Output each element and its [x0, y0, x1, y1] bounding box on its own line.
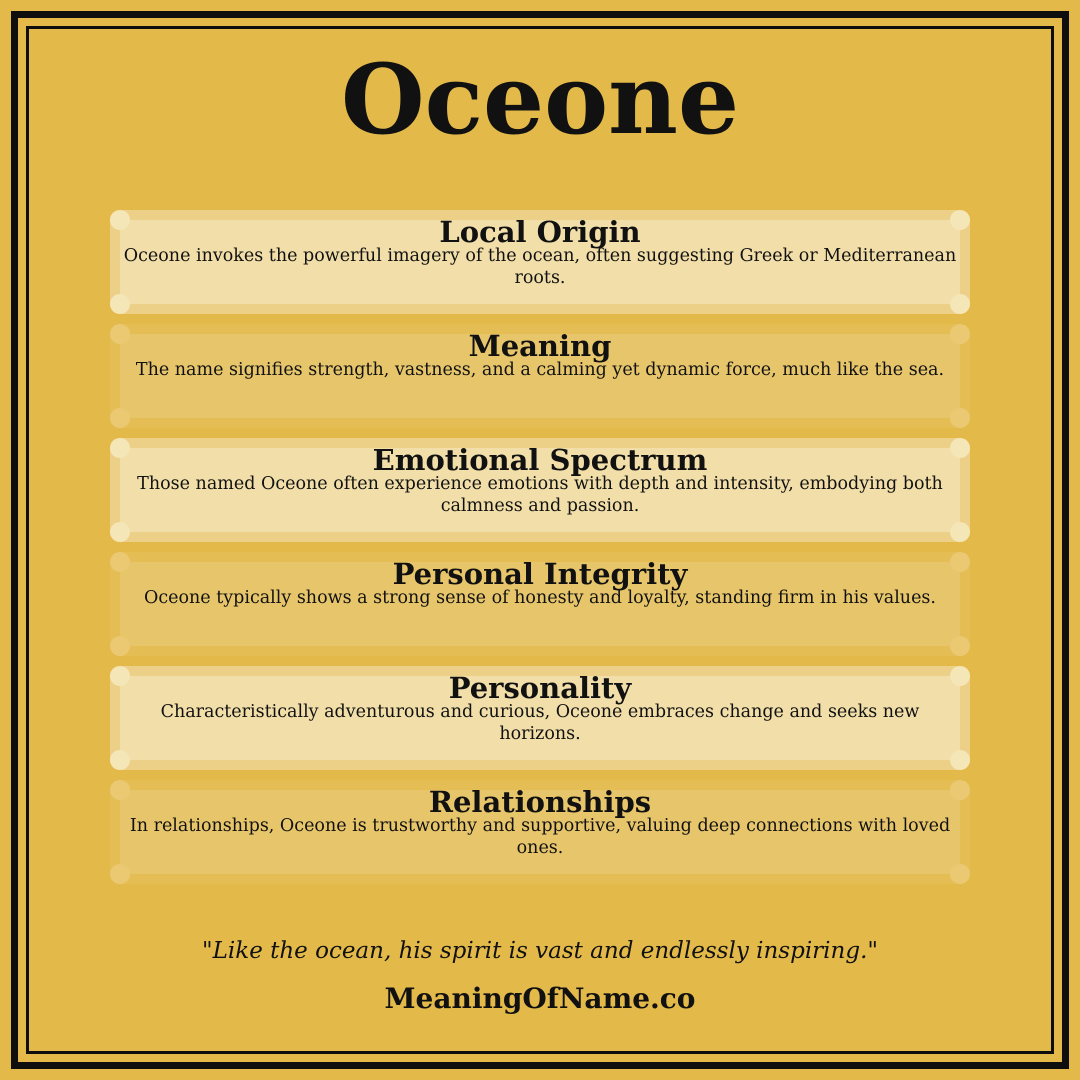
section-text: Those named Oceone often experience emotions with depth and intensity, embodying both calmness and passion. [137, 474, 943, 516]
section-card-personality [110, 666, 970, 770]
section-heading: Personality [448, 671, 632, 705]
site-name: MeaningOfName.co [384, 982, 696, 1015]
corner-dot [950, 522, 970, 542]
section-text: Characteristically adventurous and curious, Oceone embraces change and seeks new horizons. [160, 702, 920, 744]
section-heading: Personal Integrity [392, 557, 688, 591]
section-text: In relationships, Oceone is trustworthy and supportive, valuing deep connections with loved ones. [129, 816, 951, 858]
corner-dot [950, 408, 970, 428]
corner-dot [950, 864, 970, 884]
corner-dot [110, 522, 130, 542]
section-text: Oceone invokes the powerful imagery of the ocean, often suggesting Greek or Mediterranean roots. [123, 246, 957, 288]
section-card-local-origin [110, 210, 970, 314]
sections-list [110, 210, 970, 894]
section-heading: Local Origin [439, 215, 641, 249]
section-heading: Relationships [428, 785, 652, 819]
section-card-personal-integrity [110, 552, 970, 656]
corner-dot [110, 750, 130, 770]
section-card-emotional-spectrum [110, 438, 970, 542]
corner-dot [950, 750, 970, 770]
quote: "Like the ocean, his spirit is vast and endlessly inspiring." [202, 938, 878, 964]
corner-dot [110, 408, 130, 428]
corner-dot [110, 636, 130, 656]
corner-dot [950, 636, 970, 656]
page-title: Oceone [340, 43, 740, 156]
section-card-meaning [110, 324, 970, 428]
corner-dot [110, 294, 130, 314]
corner-dot [950, 294, 970, 314]
section-heading: Emotional Spectrum [372, 443, 708, 477]
corner-dot [110, 864, 130, 884]
section-text: The name signifies strength, vastness, and a calming yet dynamic force, much like the sea. [135, 360, 945, 380]
section-card-relationships [110, 780, 970, 884]
section-heading: Meaning [468, 329, 612, 363]
section-text: Oceone typically shows a strong sense of honesty and loyalty, standing firm in his values. [144, 588, 936, 608]
